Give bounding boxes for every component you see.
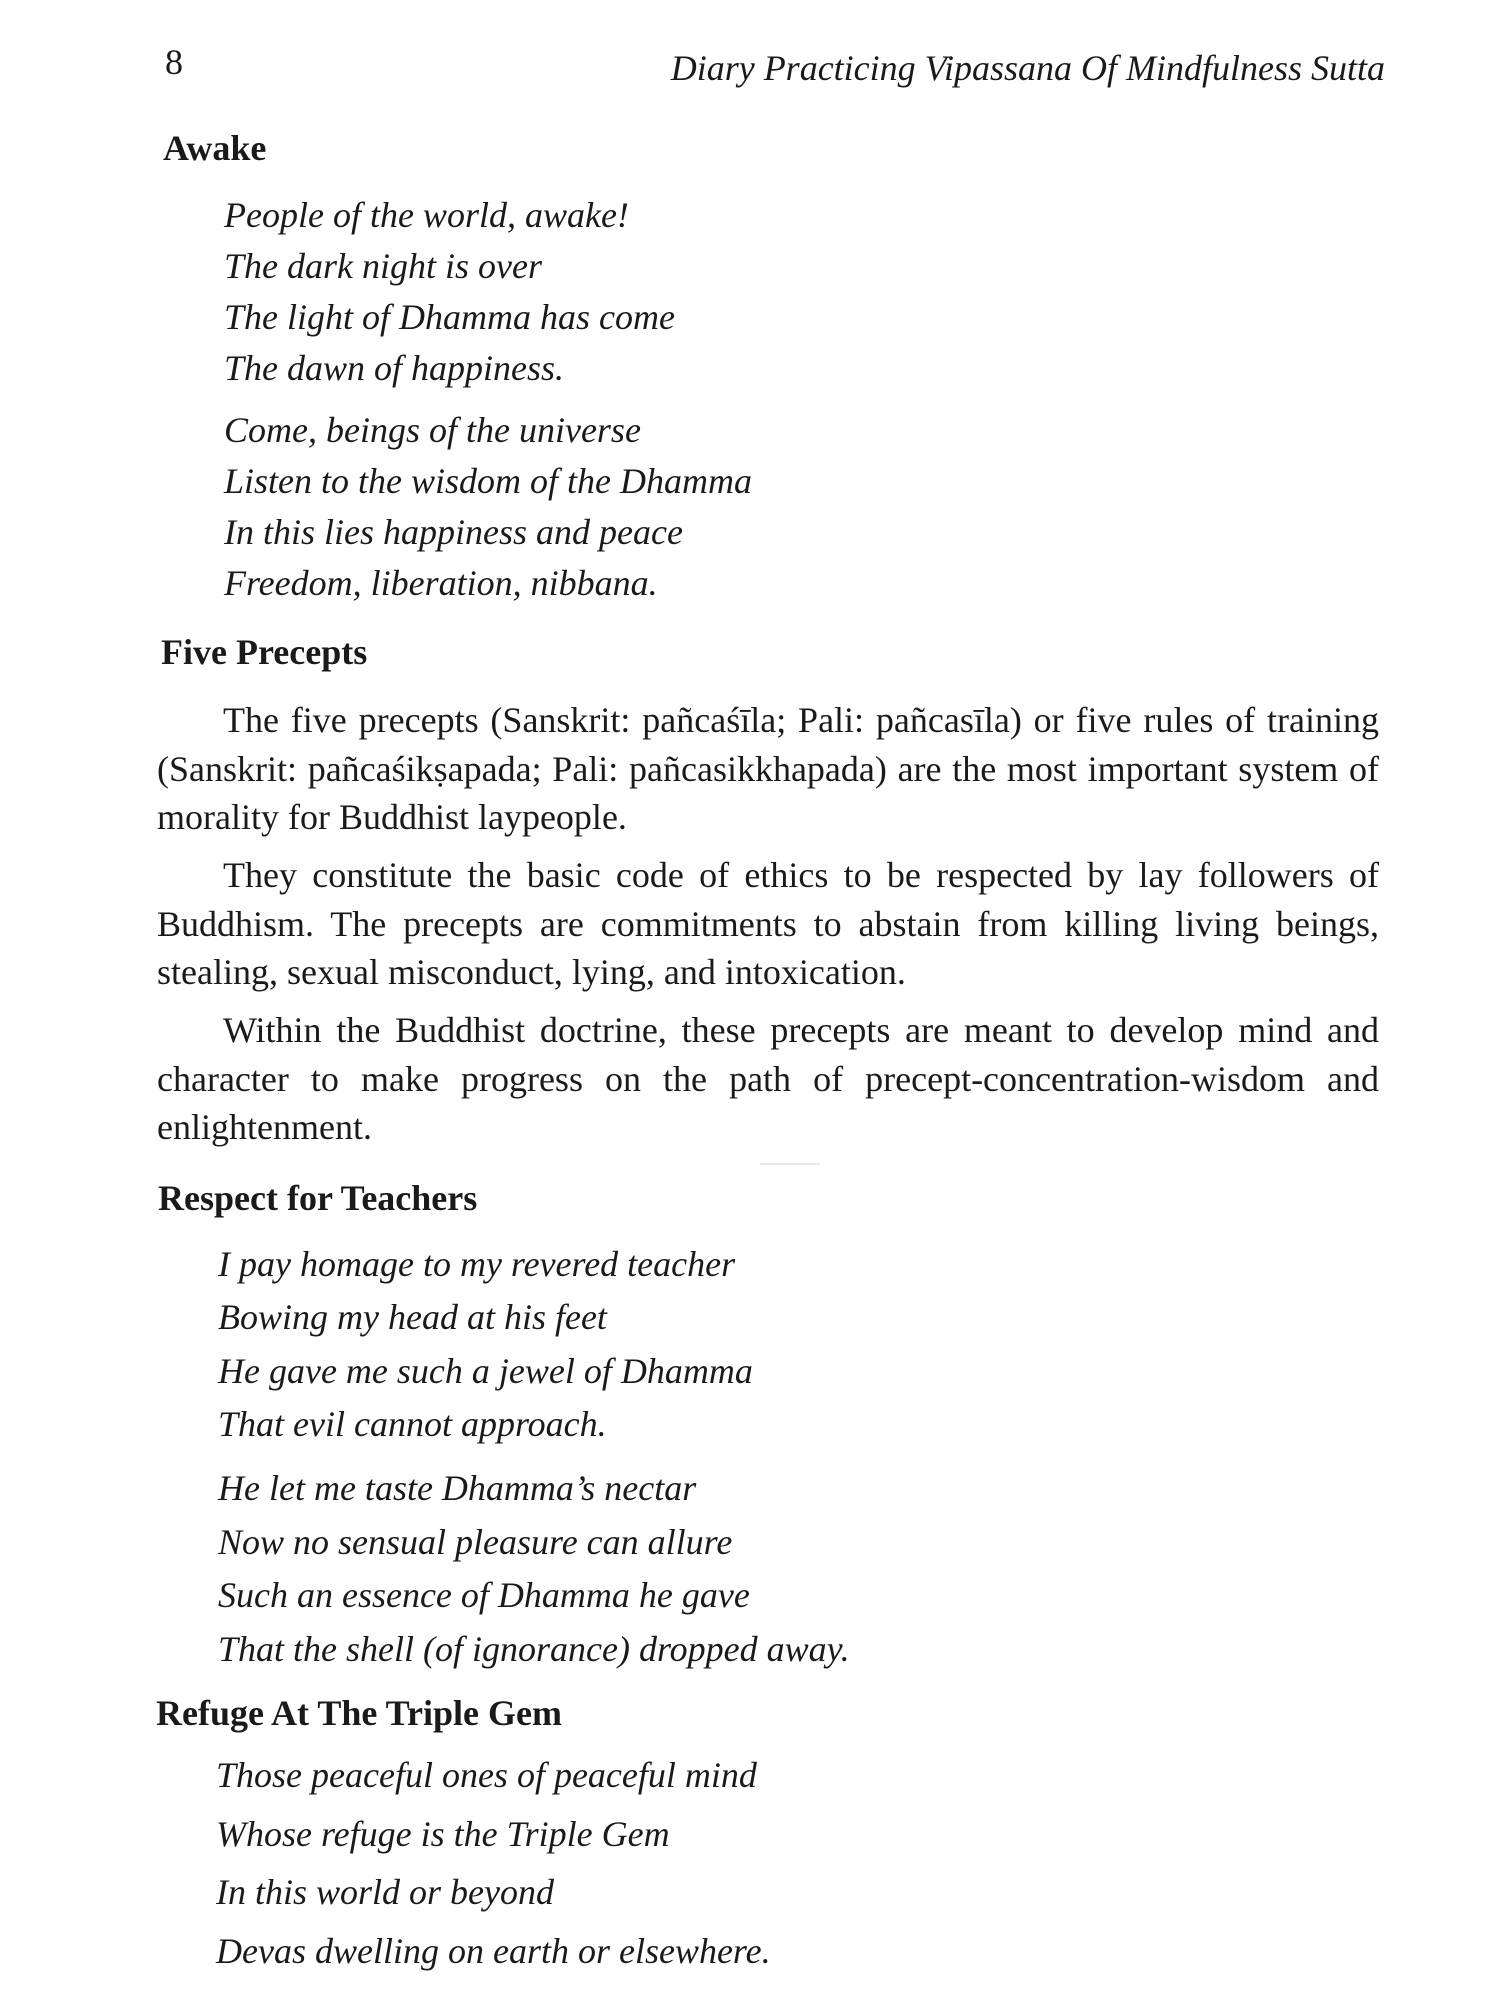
verse-line: Bowing my head at his feet <box>218 1297 607 1337</box>
verse-line: The dark night is over <box>224 246 542 286</box>
running-title: Diary Practicing Vipassana Of Mindfulness Sutta <box>670 48 1385 88</box>
verse-line: He let me taste Dhamma’s nectar <box>218 1468 697 1508</box>
verse-line: In this lies happiness and peace <box>224 512 683 552</box>
verse-line: Now no sensual pleasure can allure <box>218 1522 733 1562</box>
verse-line: Freedom, liberation, nibbana. <box>224 563 658 603</box>
verse-line: Whose refuge is the Triple Gem <box>216 1814 670 1854</box>
verse-line: Those peaceful ones of peaceful mind <box>216 1755 757 1795</box>
verse-line: Devas dwelling on earth or elsewhere. <box>216 1931 771 1971</box>
verse-line: Come, beings of the universe <box>224 410 641 450</box>
verse-line: Such an essence of Dhamma he gave <box>218 1575 750 1615</box>
verse-line: That evil cannot approach. <box>218 1404 607 1444</box>
verse-line: Listen to the wisdom of the Dhamma <box>224 461 752 501</box>
verse-line: The dawn of happiness. <box>224 348 565 388</box>
verse-line: In this world or beyond <box>216 1872 554 1912</box>
section-heading-awake: Awake <box>163 128 267 168</box>
section-heading-refuge: Refuge At The Triple Gem <box>156 1693 562 1733</box>
verse-line: I pay homage to my revered teacher <box>218 1244 736 1284</box>
section-heading-respect-for-teachers: Respect for Teachers <box>158 1178 478 1218</box>
section-heading-five-precepts: Five Precepts <box>161 632 368 672</box>
scan-speck <box>760 1163 820 1165</box>
verse-line: The light of Dhamma has come <box>224 297 675 337</box>
paragraph: They constitute the basic code of ethics to be respected by lay followers of Buddhism. The precepts are commitments to abstain from killing living beings, stealing, sexual misconduct, lying, and intoxication. <box>157 855 1379 992</box>
verse-line: He gave me such a jewel of Dhamma <box>218 1351 753 1391</box>
page-number: 8 <box>165 42 183 82</box>
paragraph: Within the Buddhist doctrine, these precepts are meant to develop mind and character to make progress on the path of precept-concentration-wisdom and enlightenment. <box>157 1010 1379 1147</box>
paragraph: The five precepts (Sanskrit: pañcaśīla; Pali: pañcasīla) or five rules of training (Sanskrit: pañcaśikṣapada; Pali: pañcasikkhapada) are the most important system of morality for Buddhist laypeople. <box>157 700 1379 837</box>
verse-line: People of the world, awake! <box>224 195 629 235</box>
verse-line: That the shell (of ignorance) dropped away. <box>218 1629 850 1669</box>
